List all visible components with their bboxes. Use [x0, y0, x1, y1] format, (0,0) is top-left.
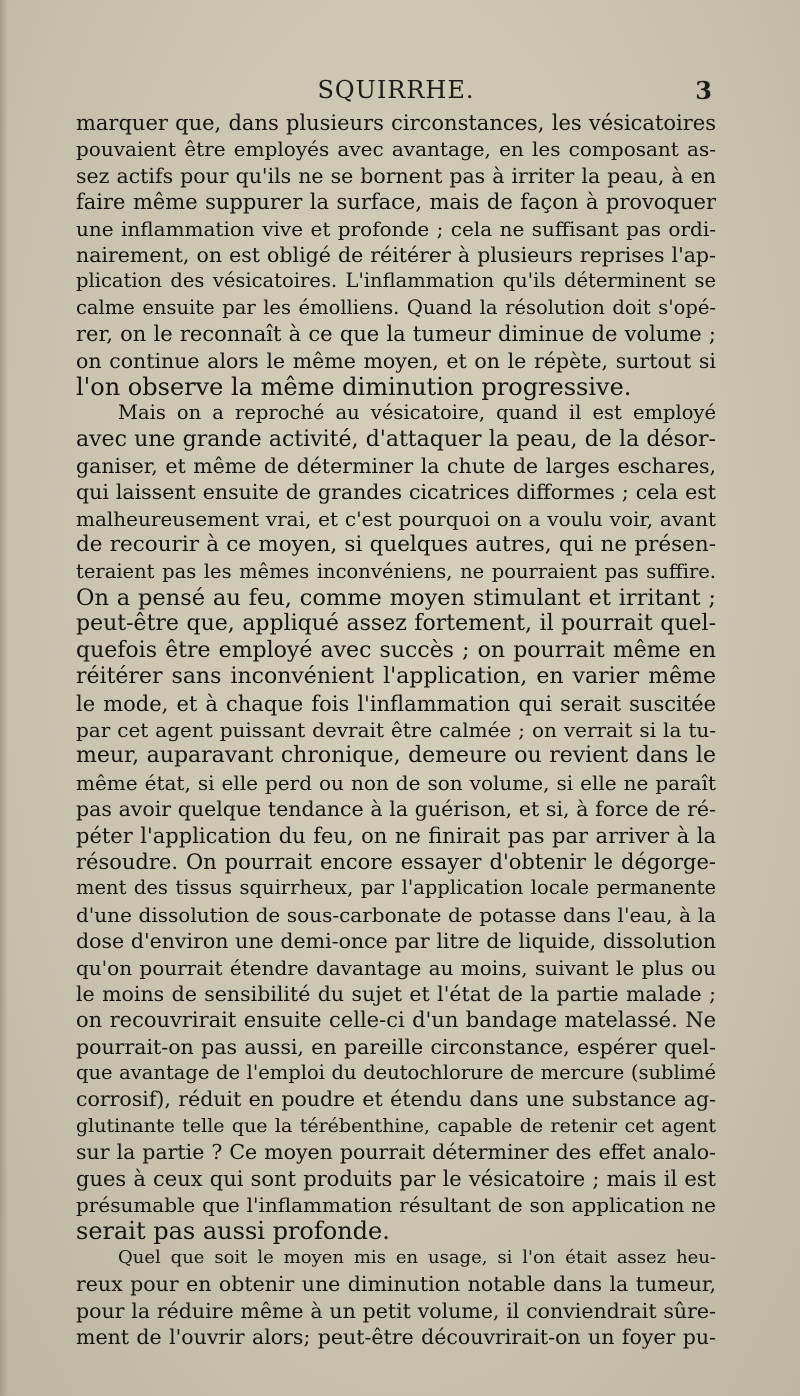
text-line: pour la réduire même à un petit volume, il conviendrait sûre- [76, 1298, 716, 1323]
text-line: serait pas aussi profonde. [76, 1217, 390, 1246]
text-line: qu'on pourrait étendre davantage au moins, suivant le plus ou [76, 955, 716, 980]
text-line: corrosif), réduit en poudre et étendu dans une substance ag- [76, 1087, 716, 1112]
running-title: SQUIRRHE. [317, 76, 475, 104]
text-line: pouvaient être employés avec avantage, en les composant as- [76, 137, 716, 162]
running-head [76, 76, 716, 106]
text-line: ment des tissus squirrheux, par l'application locale permanente [76, 876, 716, 900]
text-line: présumable que l'inflammation résultant de son application ne [76, 1193, 716, 1218]
text-line: marquer que, dans plusieurs circonstances, les vésicatoires [76, 111, 716, 135]
text-line: résoudre. On pourrait encore essayer d'obtenir le dégorge- [76, 849, 716, 874]
text-line: péter l'application du feu, on ne finirait pas par arriver à la [76, 823, 716, 848]
text-line: quefois être employé avec succès ; on pourrait même en [76, 637, 716, 663]
text-line: nairement, on est obligé de réitérer à plusieurs reprises l'ap- [76, 242, 716, 267]
text-line: que avantage de l'emploi du deutochlorure de mercure (sublimé [76, 1061, 716, 1085]
paragraph [76, 1245, 716, 1351]
text-line: le moins de sensibilité du sujet et l'état de la partie malade ; [76, 981, 716, 1006]
text-line: réitérer sans inconvénient l'application, en varier même [76, 664, 716, 690]
text-line: On a pensé au feu, comme moyen stimulant et irritant ; [76, 585, 716, 612]
text-line: le mode, et à chaque fois l'inflammation qui serait suscitée [76, 691, 716, 716]
text-line: gues à ceux qui sont produits par le vésicatoire ; mais il est [76, 1166, 716, 1191]
text-line: avec une grande activité, d'attaquer la peau, de la désor- [76, 426, 716, 452]
text-line: de recourir à ce moyen, si quelques autres, qui ne présen- [76, 532, 716, 558]
text-line: on continue alors le même moyen, et on le répète, surtout si [76, 348, 716, 373]
text-line: glutinante telle que la térébenthine, capable de retenir cet agent [76, 1114, 716, 1137]
text-line: dose d'environ une demi-once par litre de liquide, dissolution [76, 929, 716, 954]
page-number: 3 [695, 76, 712, 105]
paragraph [76, 110, 716, 400]
text-line: ment de l'ouvrir alors; peut-être découvrirait-on un foyer pu- [76, 1324, 716, 1349]
text-line: qui laissent ensuite de grandes cicatrices difformes ; cela est [76, 480, 716, 505]
text-line: on recouvrirait ensuite celle-ci d'un bandage matelassé. Ne [76, 1008, 716, 1033]
text-line: sez actifs pour qu'ils ne se bornent pas à irriter la peau, à en [76, 163, 716, 188]
text-line: même état, si elle perd ou non de son volume, si elle ne paraît [76, 770, 716, 795]
text-line: l'on observe la même diminution progressive. [76, 372, 632, 401]
text-line: pas avoir quelque tendance à la guérison, et si, à force de ré- [76, 797, 716, 822]
text-line: teraient pas les mêmes inconvéniens, ne pourraient pas suffire. [76, 559, 716, 583]
page-edge-shadow [0, 0, 8, 1396]
text-line: reux pour en obtenir une diminution notable dans la tumeur, [76, 1272, 716, 1297]
text-line: ganiser, et même de déterminer la chute de larges eschares, [76, 454, 716, 479]
text-line: calme ensuite par les émolliens. Quand la résolution doit s'opé- [76, 295, 716, 319]
text-line: Mais on a reproché au vésicatoire, quand il est employé [118, 401, 716, 425]
text-line: pourrait-on pas aussi, en pareille circonstance, espérer quel- [76, 1034, 716, 1059]
text-line: peut-être que, appliqué assez fortement, il pourrait quel- [76, 611, 716, 637]
text-line: par cet agent puissant devrait être calmée ; on verrait si la tu- [76, 717, 716, 742]
body-text [76, 110, 716, 1350]
text-line: plication des vésicatoires. L'inflammation qu'ils déterminent se [76, 269, 716, 293]
text-line: d'une dissolution de sous-carbonate de potasse dans l'eau, à la [76, 902, 716, 927]
paragraph [76, 400, 716, 1245]
text-line: rer, on le reconnaît à ce que la tumeur diminue de volume ; [76, 322, 716, 347]
text-line: sur la partie ? Ce moyen pourrait déterminer des effet analo- [76, 1140, 716, 1165]
text-line: malheureusement vrai, et c'est pourquoi on a voulu voir, avant [76, 506, 716, 531]
text-line: faire même suppurer la surface, mais de façon à provoquer [76, 190, 716, 215]
text-line: une inflammation vive et profonde ; cela ne suffisant pas ordi- [76, 216, 716, 241]
text-line: meur, auparavant chronique, demeure ou revient dans le [76, 743, 716, 769]
text-line: Quel que soit le moyen mis en usage, si l'on était assez heu- [118, 1246, 716, 1268]
